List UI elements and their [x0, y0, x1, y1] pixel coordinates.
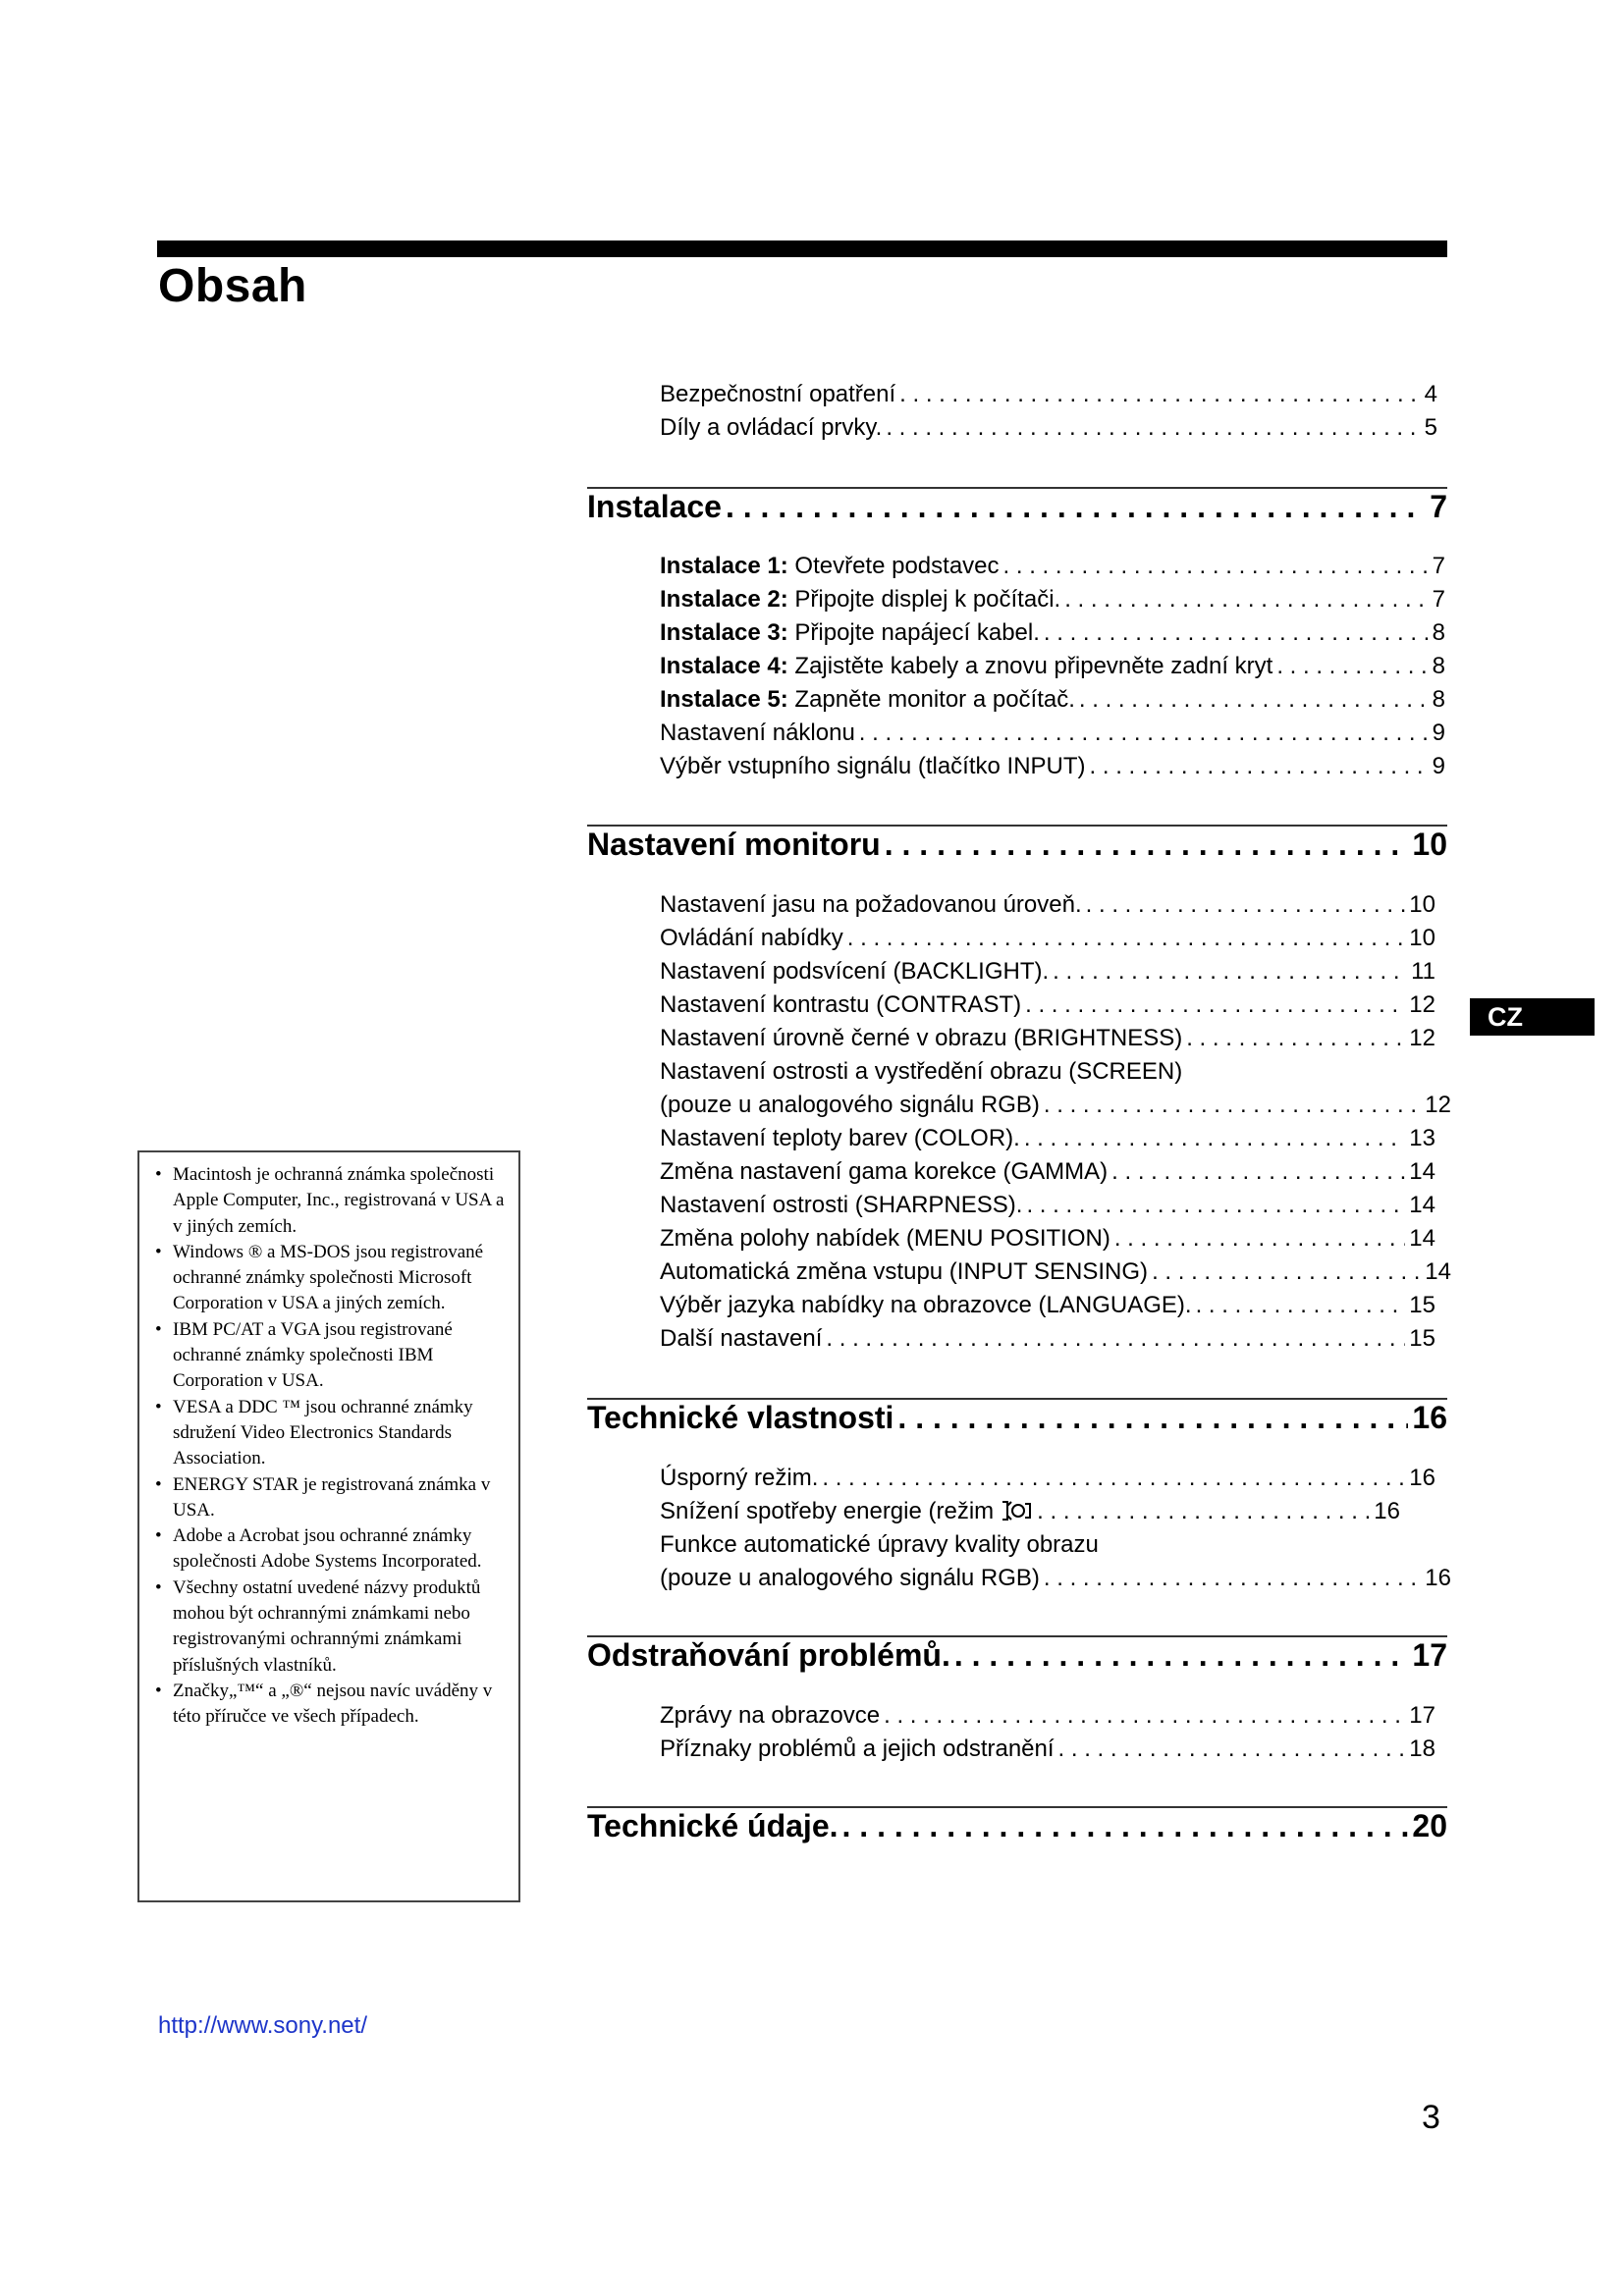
- toc-entry-text: Nastavení teploty barev (COLOR).: [660, 1125, 1020, 1151]
- trademark-note: • Všechny ostatní uvedené názvy produktů mohou být ochrannými známkami nebo registrovanými ochrannými známkami příslušných vlastníků.: [153, 1575, 509, 1679]
- toc-entry[interactable]: [660, 1495, 1400, 1531]
- toc-entry-text: Další nastavení: [660, 1325, 823, 1352]
- toc-entry[interactable]: [660, 583, 1445, 616]
- toc-entry[interactable]: [660, 888, 1435, 922]
- toc-entry-text: Výběr jazyka nabídky na obrazovce (LANGUAGE).: [660, 1292, 1192, 1318]
- section-page: 17: [1412, 1637, 1447, 1673]
- toc-entry-page: 10: [1409, 925, 1435, 951]
- dot-leader: [1003, 550, 1429, 583]
- toc-entry[interactable]: [660, 411, 1437, 445]
- toc-entry-page: 4: [1424, 381, 1437, 407]
- dot-leader: [1044, 616, 1429, 650]
- toc-entry-page: 14: [1409, 1225, 1435, 1252]
- dot-leader: [859, 717, 1429, 750]
- trademark-note: • Macintosh je ochranná známka společnosti Apple Computer, Inc., registrovaná v USA a v jiných zemích.: [153, 1162, 509, 1240]
- dot-leader: [842, 1805, 1409, 1846]
- toc-entry-page: 15: [1409, 1325, 1435, 1352]
- toc-entry-text: Nastavení ostrosti (SHARPNESS).: [660, 1192, 1023, 1218]
- toc-entry-text: Nastavení jasu na požadovanou úroveň.: [660, 891, 1082, 918]
- dot-leader: [886, 411, 1420, 445]
- toc-entry[interactable]: [660, 1122, 1435, 1155]
- step-label: Instalace 5:: [660, 686, 788, 713]
- step-label: Instalace 1:: [660, 553, 788, 579]
- toc-entry[interactable]: [660, 1022, 1435, 1055]
- toc-entry-text: Nastavení ostrosti a vystředění obrazu (SCREEN): [660, 1058, 1183, 1085]
- dot-leader: [822, 1462, 1405, 1495]
- toc-entry[interactable]: [660, 1255, 1451, 1289]
- toc-entry-text: Nastavení náklonu: [660, 720, 855, 746]
- toc-entry-page: 16: [1409, 1465, 1435, 1491]
- dot-leader: [1111, 1155, 1405, 1189]
- toc-entry-text: Změna nastavení gama korekce (GAMMA): [660, 1158, 1109, 1185]
- toc-entry[interactable]: [660, 683, 1445, 717]
- step-label: Instalace 3:: [660, 619, 788, 646]
- step-label: Instalace 4:: [660, 653, 788, 679]
- dot-leader: [1196, 1289, 1406, 1322]
- dot-leader: [1025, 988, 1405, 1022]
- toc-entry-text: Zajistěte kabely a znovu připevněte zadní kryt: [787, 653, 1273, 679]
- trademark-notes-box: [137, 1150, 520, 1902]
- dot-leader: [897, 1397, 1408, 1438]
- toc-entry[interactable]: [660, 550, 1445, 583]
- toc-entry-text: Úsporný režim.: [660, 1465, 819, 1491]
- section-title: Odstraňování problémů.: [587, 1637, 950, 1673]
- page-title: Obsah: [158, 260, 307, 312]
- section-heading-technicke-udaje[interactable]: [587, 1805, 1447, 1846]
- dot-leader: [1064, 583, 1428, 616]
- toc-entry-page: 12: [1425, 1092, 1451, 1118]
- toc-entry[interactable]: [660, 1089, 1451, 1122]
- toc-entry-text: (pouze u analogového signálu RGB): [660, 1565, 1040, 1591]
- toc-entry-page: 7: [1432, 586, 1445, 613]
- toc-entry-text: Nastavení podsvícení (BACKLIGHT).: [660, 958, 1050, 985]
- toc-entry-page: 7: [1432, 553, 1445, 579]
- trademark-note: • ENERGY STAR je registrovaná známka v USA.: [153, 1472, 509, 1524]
- toc-entry-text: Díly a ovládací prvky.: [660, 414, 883, 441]
- toc-entry[interactable]: [660, 1055, 1445, 1089]
- toc-entry-text: Otevřete podstavec: [787, 553, 1000, 579]
- dot-leader: [1114, 1222, 1405, 1255]
- trademark-note: • VESA a DDC ™ jsou ochranné známky sdružení Video Electronics Standards Association.: [153, 1395, 509, 1472]
- toc-entry-text: Nastavení úrovně černé v obrazu (BRIGHTNESS): [660, 1025, 1183, 1051]
- dot-leader: [899, 378, 1420, 411]
- toc-entry-page: 8: [1432, 653, 1445, 679]
- page-number: 3: [1422, 2099, 1440, 2136]
- section-title: Technické vlastnosti: [587, 1400, 894, 1435]
- toc-entry[interactable]: [660, 616, 1445, 650]
- dot-leader: [954, 1634, 1409, 1676]
- toc-entry[interactable]: [660, 955, 1435, 988]
- step-label: Instalace 2:: [660, 586, 788, 613]
- section-heading-nastaveni-monitoru[interactable]: [587, 824, 1447, 865]
- trademark-note: • Značky„™“ a „®“ nejsou navíc uváděny v této příručce ve všech případech.: [153, 1679, 509, 1731]
- toc-entry-page: 17: [1409, 1702, 1435, 1729]
- toc-entry-page: 11: [1411, 958, 1435, 985]
- toc-entry[interactable]: [660, 717, 1445, 750]
- dot-leader: [1058, 1733, 1406, 1766]
- toc-entry[interactable]: [660, 378, 1437, 411]
- dot-leader: [1276, 650, 1428, 683]
- toc-entry-text: Změna polohy nabídek (MENU POSITION): [660, 1225, 1110, 1252]
- trademark-note: • Windows ® a MS-DOS jsou registrované ochranné známky společnosti Microsoft Corporation v USA a jiných zemích.: [153, 1240, 509, 1317]
- toc-entry[interactable]: [660, 1462, 1435, 1495]
- toc-entry[interactable]: [660, 1699, 1435, 1733]
- toc-entry-page: 5: [1424, 414, 1437, 441]
- dot-leader: [1037, 1495, 1370, 1528]
- section-heading-instalace[interactable]: [587, 486, 1447, 527]
- toc-entry-text: Zprávy na obrazovce: [660, 1702, 881, 1729]
- section-page: 10: [1412, 827, 1447, 862]
- toc-entry-text: Snížení spotřeby energie (režim: [660, 1498, 995, 1524]
- toc-entry-text: Zapněte monitor a počítač.: [787, 686, 1075, 713]
- section-title: Nastavení monitoru: [587, 827, 881, 862]
- toc-entry-text: Nastavení kontrastu (CONTRAST): [660, 991, 1022, 1018]
- toc-entry-text: Automatická změna vstupu (INPUT SENSING): [660, 1258, 1149, 1285]
- toc-entry-page: 8: [1432, 686, 1445, 713]
- toc-entry[interactable]: [660, 650, 1445, 683]
- toc-entry-text: Připojte napájecí kabel.: [787, 619, 1040, 646]
- toc-entry[interactable]: [660, 750, 1445, 783]
- section-heading-odstranovani-problemu[interactable]: [587, 1634, 1447, 1676]
- section-page: 20: [1412, 1808, 1447, 1843]
- toc-entry-text: Ovládání nabídky: [660, 925, 843, 951]
- sony-website-link[interactable]: http://www.sony.net/: [158, 2012, 367, 2039]
- toc-entry-text: Výběr vstupního signálu (tlačítko INPUT): [660, 753, 1086, 779]
- dot-leader: [1086, 888, 1406, 922]
- dot-leader: [726, 486, 1426, 527]
- language-tab: CZ: [1470, 998, 1595, 1036]
- dot-leader: [884, 1699, 1405, 1733]
- toc-entry-text: Bezpečnostní opatření: [660, 381, 896, 407]
- toc-entry[interactable]: [660, 1189, 1435, 1222]
- dot-leader: [826, 1322, 1405, 1356]
- section-title: Technické údaje.: [587, 1808, 839, 1843]
- toc-entry-page: 16: [1425, 1565, 1451, 1591]
- toc-entry-page: 14: [1425, 1258, 1451, 1285]
- dot-leader: [847, 922, 1406, 955]
- dot-leader: [1024, 1122, 1405, 1155]
- toc-entry[interactable]: [660, 1289, 1435, 1322]
- section-page: 16: [1412, 1400, 1447, 1435]
- toc-entry-page: 18: [1409, 1735, 1435, 1762]
- toc-entry-page: 14: [1409, 1192, 1435, 1218]
- toc-entry-page: 13: [1409, 1125, 1435, 1151]
- trademark-notes-list: [153, 1162, 509, 1731]
- toc-entry-page: 10: [1409, 891, 1435, 918]
- section-page: 7: [1430, 489, 1447, 524]
- toc-entry[interactable]: [660, 1733, 1435, 1766]
- toc-entry-page: 8: [1432, 619, 1445, 646]
- dot-leader: [1152, 1255, 1421, 1289]
- toc-entry[interactable]: [660, 922, 1435, 955]
- toc-entry-page: 12: [1409, 1025, 1435, 1051]
- dot-leader: [1044, 1089, 1421, 1122]
- toc-entry-page: 9: [1432, 720, 1445, 746]
- dot-leader: [1026, 1189, 1405, 1222]
- section-title: Instalace: [587, 489, 722, 524]
- toc-entry-page: 16: [1374, 1498, 1400, 1524]
- toc-entry-text: Připojte displej k počítači.: [787, 586, 1061, 613]
- toc-entry-text: Příznaky problémů a jejich odstranění: [660, 1735, 1055, 1762]
- toc-entry[interactable]: [660, 1562, 1451, 1595]
- trademark-note: • IBM PC/AT a VGA jsou registrované ochranné známky společnosti IBM Corporation v USA.: [153, 1317, 509, 1395]
- section-heading-technicke-vlastnosti[interactable]: [587, 1397, 1447, 1438]
- toc-entry-page: 15: [1409, 1292, 1435, 1318]
- toc-entry-text: Funkce automatické úpravy kvality obrazu: [660, 1531, 1099, 1558]
- toc-entry[interactable]: [660, 988, 1435, 1022]
- power-saving-icon: [1000, 1498, 1033, 1531]
- toc-entry[interactable]: [660, 1322, 1435, 1356]
- dot-leader: [1079, 683, 1429, 717]
- toc-entry[interactable]: [660, 1528, 1445, 1562]
- dot-leader: [1044, 1562, 1421, 1595]
- toc-entry-page: 14: [1409, 1158, 1435, 1185]
- top-rule: [157, 240, 1447, 257]
- toc-entry-page: 9: [1432, 753, 1445, 779]
- dot-leader: [1186, 1022, 1405, 1055]
- toc-entry[interactable]: [660, 1155, 1435, 1189]
- toc-entry[interactable]: [660, 1222, 1435, 1255]
- toc-entry-page: 12: [1409, 991, 1435, 1018]
- dot-leader: [885, 824, 1409, 865]
- dot-leader: [1090, 750, 1429, 783]
- dot-leader: [1053, 955, 1407, 988]
- toc-entry-text: (pouze u analogového signálu RGB): [660, 1092, 1040, 1118]
- trademark-note: • Adobe a Acrobat jsou ochranné známky společnosti Adobe Systems Incorporated.: [153, 1523, 509, 1575]
